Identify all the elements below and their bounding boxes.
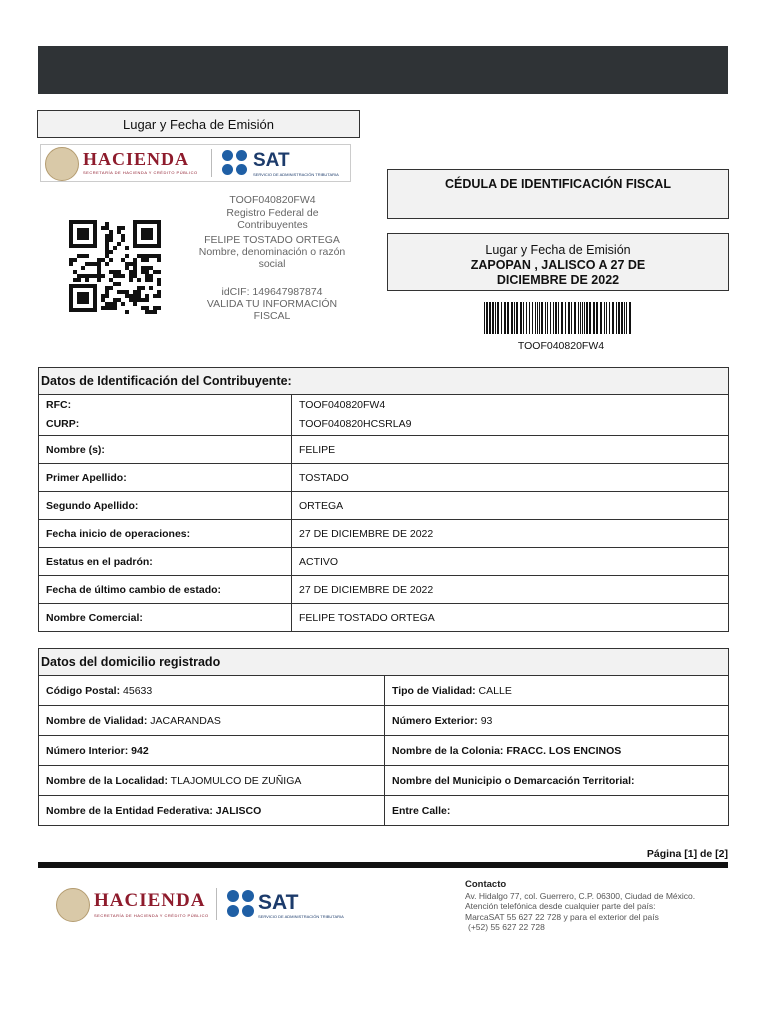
field-label: Nombre (s): <box>39 436 292 464</box>
table-row <box>39 492 729 520</box>
address-cell <box>39 706 385 736</box>
emision-value: ZAPOPAN , JALISCO A 27 DE DICIEMBRE DE 2022 <box>470 258 646 287</box>
table-row <box>39 576 729 604</box>
identificacion-table <box>38 367 729 632</box>
mexico-seal-icon <box>45 147 79 181</box>
address-cell <box>39 796 385 826</box>
field-value: FELIPE <box>292 436 729 464</box>
field-value: FELIPE TOSTADO ORTEGA <box>292 604 729 632</box>
cedula-title-box <box>387 169 729 219</box>
table-row <box>39 436 729 464</box>
lugar-fecha-label: Lugar y Fecha de Emisión <box>122 117 275 132</box>
hacienda-subtitle: SECRETARÍA DE HACIENDA Y CRÉDITO PÚBLICO <box>83 170 198 175</box>
domicilio-title: Datos del domicilio registrado <box>39 649 729 676</box>
lugar-fecha-box-left <box>37 110 360 138</box>
rfc-value: TOOF040820FW4 <box>299 399 386 411</box>
curp-value: TOOF040820HCSRLA9 <box>299 418 412 430</box>
address-value: JACARANDAS <box>147 714 221 727</box>
sat-dots-icon <box>222 150 248 176</box>
table-row <box>39 766 729 796</box>
field-label: Primer Apellido: <box>39 464 292 492</box>
qr-code-icon <box>69 220 163 318</box>
address-cell <box>385 736 729 766</box>
page-number: Página [1] de [2] <box>646 848 728 860</box>
address-label: Nombre de la Localidad: <box>46 774 168 787</box>
table-row <box>39 604 729 632</box>
table-row <box>39 464 729 492</box>
emision-label: Lugar y Fecha de Emisión <box>485 243 631 257</box>
table-row <box>39 676 729 706</box>
rfc-label: RFC: <box>46 399 72 411</box>
address-value: TLAJOMULCO DE ZUÑIGA <box>167 774 302 787</box>
address-label: Número Exterior: <box>392 714 478 727</box>
field-label: Fecha inicio de operaciones: <box>39 520 292 548</box>
footer-hacienda-text: HACIENDA <box>94 890 206 911</box>
footer-logos <box>56 884 356 924</box>
hacienda-logo-text: HACIENDA <box>83 149 190 169</box>
contacto-line: Av. Hidalgo 77, col. Guerrero, C.P. 06300, Ciudad de México. <box>465 890 696 901</box>
logo-divider <box>211 149 212 177</box>
mexico-seal-icon <box>56 888 90 922</box>
cedula-title: CÉDULA DE IDENTIFICACIÓN FISCAL <box>445 177 671 191</box>
address-cell <box>39 676 385 706</box>
address-cell <box>39 736 385 766</box>
contacto-block <box>465 880 745 933</box>
field-label: Estatus en el padrón: <box>39 548 292 576</box>
footer-logo-divider <box>216 888 217 920</box>
top-header-bar <box>38 46 728 94</box>
field-value: 27 DE DICIEMBRE DE 2022 <box>292 520 729 548</box>
address-cell <box>385 796 729 826</box>
address-label: Nombre del Municipio o Demarcación Territorial: <box>392 774 635 787</box>
sat-subtitle: SERVICIO DE ADMINISTRACIÓN TRIBUTARIA <box>253 172 339 177</box>
field-value: 27 DE DICIEMBRE DE 2022 <box>292 576 729 604</box>
barcode-text: TOOF040820FW4 <box>517 340 605 352</box>
address-cell <box>39 766 385 796</box>
address-value: 93 <box>477 714 493 727</box>
contacto-line: Atención telefónica desde cualquier parte del país: <box>465 901 656 911</box>
address-value: CALLE <box>475 684 512 697</box>
footer-hacienda-subtitle: SECRETARÍA DE HACIENDA Y CRÉDITO PÚBLICO <box>94 913 209 918</box>
field-label: Nombre Comercial: <box>39 604 292 632</box>
address-label: Nombre de la Colonia: FRACC. LOS ENCINOS <box>392 744 622 757</box>
footer-divider <box>38 862 728 868</box>
table-row <box>39 706 729 736</box>
rfc-code: TOOF040820FW4 <box>229 194 316 206</box>
address-cell <box>385 766 729 796</box>
barcode-icon <box>484 302 632 334</box>
institution-logos <box>40 144 351 182</box>
field-value: ACTIVO <box>292 548 729 576</box>
contacto-line: (+52) 55 627 22 728 <box>468 922 545 932</box>
table-row <box>39 520 729 548</box>
table-row <box>39 796 729 826</box>
address-label: Tipo de Vialidad: <box>392 684 476 697</box>
domicilio-table <box>38 648 729 826</box>
contacto-title: Contacto <box>465 879 507 890</box>
address-value: 45633 <box>120 684 153 697</box>
table-row <box>39 395 729 436</box>
footer-sat-text: SAT <box>258 891 299 914</box>
idcif: idCIF: 149647987874 <box>221 286 323 298</box>
rfc-caption: Registro Federal de Contribuyentes <box>226 207 319 231</box>
sat-dots-icon <box>227 890 255 918</box>
address-label: Nombre de la Entidad Federativa: JALISCO <box>46 804 262 817</box>
contacto-line: MarcaSAT 55 627 22 728 y para el exterior del país <box>465 911 659 922</box>
lugar-fecha-box-right <box>387 233 729 291</box>
address-label: Número Interior: 942 <box>46 744 149 757</box>
sat-logo-text: SAT <box>253 150 290 171</box>
address-label: Nombre de Vialidad: <box>46 714 148 727</box>
curp-label: CURP: <box>46 418 80 430</box>
table-row <box>39 736 729 766</box>
address-label: Código Postal: <box>46 684 121 697</box>
taxpayer-name-caption: Nombre, denominación o razón social <box>198 246 346 270</box>
identificacion-title: Datos de Identificación del Contribuyente: <box>39 368 729 395</box>
address-label: Entre Calle: <box>392 804 451 817</box>
field-label: Segundo Apellido: <box>39 492 292 520</box>
field-label: Fecha de último cambio de estado: <box>39 576 292 604</box>
footer-sat-subtitle: SERVICIO DE ADMINISTRACIÓN TRIBUTARIA <box>258 914 344 919</box>
valida-info: VALIDA TU INFORMACIÓN FISCAL <box>206 298 338 322</box>
field-value: ORTEGA <box>292 492 729 520</box>
table-row <box>39 548 729 576</box>
taxpayer-name: FELIPE TOSTADO ORTEGA <box>204 234 340 246</box>
address-cell <box>385 706 729 736</box>
address-cell <box>385 676 729 706</box>
field-value: TOSTADO <box>292 464 729 492</box>
